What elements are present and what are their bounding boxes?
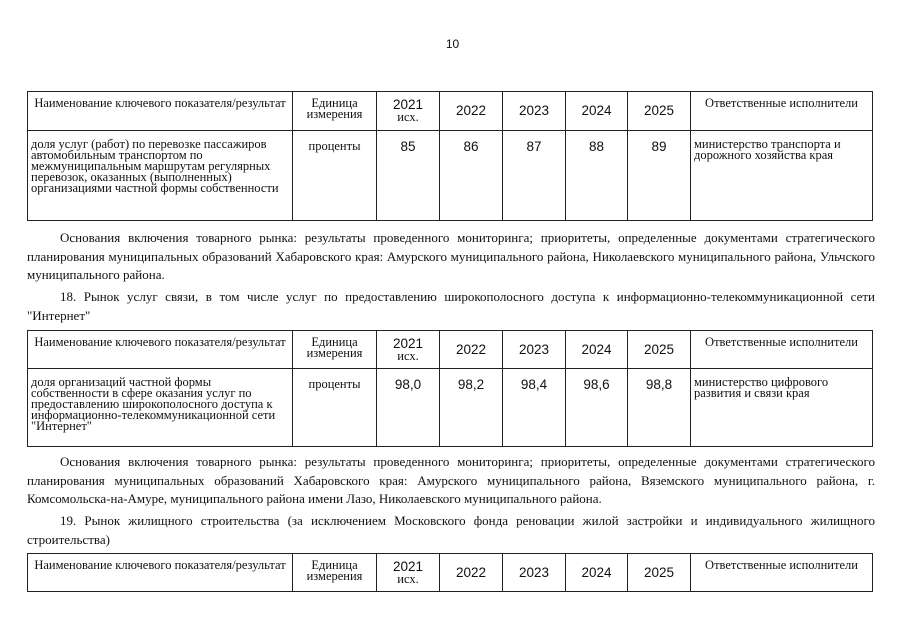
header-2024: 2024: [566, 331, 628, 369]
header-2024: 2024: [566, 554, 628, 592]
table-row: [28, 369, 873, 447]
section-heading-19: 19. Рынок жилищного строительства (за исключением Московского фонда реновации жилой застройки и индивидуального жилищного строительства): [27, 513, 875, 547]
header-2022: 2022: [440, 554, 503, 592]
table-header-row: [28, 554, 873, 592]
header-2025: 2025: [628, 331, 691, 369]
header-responsible: Ответственные исполнители: [691, 92, 873, 131]
header-unit: Единица измерения: [293, 92, 377, 131]
header-2025: 2025: [628, 92, 691, 131]
page-number: 10: [445, 37, 460, 51]
section-heading-18: 18. Рынок услуг связи, в том числе услуг по предоставлению широкополосного доступа к информационно-телекоммуникационной сети "Интернет": [27, 289, 875, 323]
header-2025: 2025: [628, 554, 691, 592]
header-2022: 2022: [440, 92, 503, 131]
header-2021: 2021 исх.: [377, 92, 440, 131]
header-name: Наименование ключевого показателя/результат: [28, 92, 293, 131]
row-value-2025: 98,8: [628, 369, 691, 447]
kpi-table-housing: [27, 553, 873, 592]
header-2023: 2023: [503, 92, 566, 131]
row-value-2023: 87: [503, 131, 566, 221]
row-name: доля организаций частной формы собственности в сфере оказания услуг по предоставлению широкополосного доступа к информационно-телекоммуникационной сети "Интернет": [28, 369, 293, 447]
header-name: Наименование ключевого показателя/результат: [28, 554, 293, 592]
header-2023: 2023: [503, 554, 566, 592]
table-row: [28, 131, 873, 221]
row-name: доля услуг (работ) по перевозке пассажиров автомобильным транспортом по межмуниципальным маршрутам регулярных перевозок, оказанных (выполненных) организациями частной формы собственности: [28, 131, 293, 221]
row-value-2021: 98,0: [377, 369, 440, 447]
row-unit: проценты: [293, 131, 377, 221]
header-unit: Единица измерения: [293, 554, 377, 592]
header-responsible: Ответственные исполнители: [691, 554, 873, 592]
table-header-row: [28, 331, 873, 369]
row-responsible: министерство транспорта и дорожного хозяйства края: [691, 131, 873, 221]
table-header-row: [28, 92, 873, 131]
header-unit: Единица измерения: [293, 331, 377, 369]
paragraph-basis-2: Основания включения товарного рынка: результаты проведенного мониторинга; приоритеты, определенные документами стратегического планирования муниципальных образований Хабаровского края: Амурского муниципального района, Вяземского муниципального района, г. Комсомольска-на-Амуре, муниципального района имени Лазо, Николаевского муниципального района.: [27, 454, 875, 506]
header-name: Наименование ключевого показателя/результат: [28, 331, 293, 369]
header-responsible: Ответственные исполнители: [691, 331, 873, 369]
row-value-2023: 98,4: [503, 369, 566, 447]
header-2022: 2022: [440, 331, 503, 369]
row-value-2022: 98,2: [440, 369, 503, 447]
header-2023: 2023: [503, 331, 566, 369]
header-2021: 2021 исх.: [377, 554, 440, 592]
row-responsible: министерство цифрового развития и связи края: [691, 369, 873, 447]
row-value-2024: 88: [566, 131, 628, 221]
row-unit: проценты: [293, 369, 377, 447]
row-value-2022: 86: [440, 131, 503, 221]
header-2024: 2024: [566, 92, 628, 131]
row-value-2024: 98,6: [566, 369, 628, 447]
row-value-2021: 85: [377, 131, 440, 221]
header-2021: 2021 исх.: [377, 331, 440, 369]
row-value-2025: 89: [628, 131, 691, 221]
kpi-table-broadband: [27, 330, 873, 447]
kpi-table-passenger-transport: [27, 91, 873, 221]
paragraph-basis-1: Основания включения товарного рынка: результаты проведенного мониторинга; приоритеты, определенные документами стратегического планирования муниципальных образований Хабаровского края: Амурского муниципального района, Николаевского муниципального района, Ульчского муниципального района.: [27, 230, 875, 282]
